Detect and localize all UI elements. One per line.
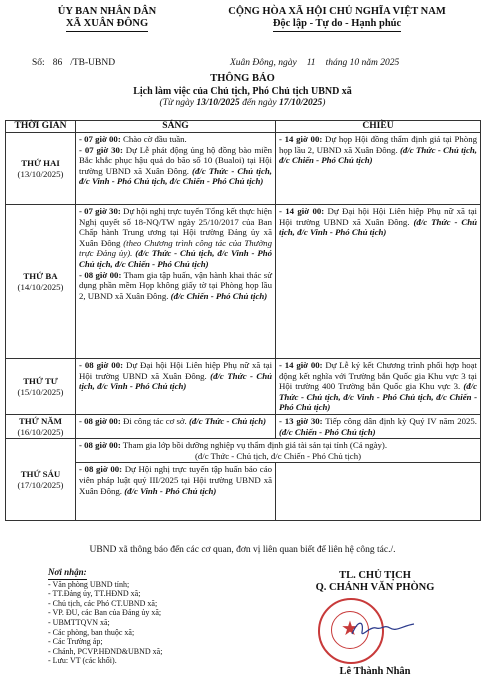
schedule-entry	[79, 206, 272, 270]
entry-text: Tham gia lớp bồi dưỡng nghiệp vụ thẩm định giá tài sản tại tỉnh (Cả ngày).	[120, 440, 388, 451]
notice-title: THÔNG BÁO	[210, 73, 275, 84]
signer-name: Lê Thành Nhân	[339, 666, 411, 677]
notice-date-range: (Từ ngày 13/10/2025 đến ngày 17/10/2025)	[159, 98, 326, 108]
day-date: (17/10/2025)	[17, 479, 64, 490]
entry-text: Dự Lễ phát động ủng hộ đồng bào miền Bắc khắc phục hậu quả do bão số 10 (Bualoi) tại Hội trường UBND xã Xuân Đông.	[79, 144, 272, 176]
entry-text: Dự Lễ ký kết Chương trình phối hợp hoạt động kết nghĩa với Trường bắn Quốc gia Khu vực 3 tại Hội trường 400 Trường bắn Quốc gia Khu vực 3.	[279, 360, 477, 392]
schedule-entry	[79, 134, 272, 145]
entry-time: - 08 giờ 00:	[79, 440, 121, 451]
recipient-item: - Các Trường áp;	[48, 637, 103, 647]
schedule-entry	[79, 145, 272, 187]
agency-header	[22, 6, 192, 32]
entry-time: - 08 giờ 00:	[79, 416, 121, 426]
recipients-title: Nơi nhận:	[48, 568, 87, 580]
schedule-entry	[279, 134, 477, 166]
schedule-header-row	[6, 121, 481, 133]
schedule-row	[6, 463, 481, 521]
entry-time: - 07 giờ 30:	[79, 206, 121, 216]
afternoon-cell	[276, 205, 481, 359]
morning-cell	[76, 415, 276, 439]
day-cell	[6, 415, 76, 439]
morning-cell	[76, 463, 276, 521]
schedule-entry	[279, 206, 477, 238]
entry-participants: (đ/c Thức - Chủ tịch, đ/c Vinh - Phó Chủ tịch, đ/c Chiến - Phó Chủ tịch)	[79, 165, 272, 187]
day-cell	[6, 133, 76, 205]
entry-participants: (đ/c Thức - Chủ tịch, đ/c Vinh - Phó Chủ tịch)	[279, 216, 477, 238]
entry-text: Dự họp Hội đồng thẩm định giá tại Phòng họp lầu 2, UBND xã Xuân Đông.	[279, 134, 478, 155]
entry-participants: (đ/c Thức - Chủ tịch)	[186, 416, 267, 426]
recipient-item: - Văn phòng UBND tỉnh;	[48, 579, 130, 589]
day-name: THỨ HAI	[21, 157, 60, 168]
recipient-item: - Chánh, PCVP.HĐND&UBND xã;	[48, 646, 163, 656]
entry-participants: (đ/c Vinh - Phó Chủ tịch)	[122, 485, 217, 496]
afternoon-cell	[276, 359, 481, 415]
day-name: THỨ TƯ	[23, 375, 58, 386]
entry-text: Dự Hội nghị trực tuyến tập huấn báo cáo viên pháp luật quý III/2025 tại Hội trường UBND xã Xuân Đông.	[79, 464, 273, 496]
day-cell	[6, 205, 76, 359]
entry-text: Dự Đại hội Hội Liên hiệp Phụ nữ xã tại Hội trường UBND xã Xuân Đông.	[79, 360, 273, 381]
schedule-entry	[79, 440, 477, 451]
schedule-entry	[279, 416, 477, 437]
schedule-entry	[79, 464, 272, 496]
entry-time: - 07 giờ 00:	[79, 134, 121, 144]
entry-time: - 14 giờ 00:	[279, 360, 323, 370]
schedule-row	[6, 415, 481, 439]
agency-line-1: ỦY BAN NHÂN DÂN	[57, 6, 157, 17]
recipient-item: - Các phòng, ban thuộc xã;	[48, 627, 135, 637]
afternoon-cell	[276, 463, 481, 521]
entry-time: - 08 giờ 00:	[79, 269, 122, 280]
col-header-afternoon: CHIỀU	[276, 121, 481, 133]
document-date: Xuân Đông, ngày 11 tháng 10 năm 2025	[230, 58, 400, 68]
full-day-cell	[76, 439, 481, 463]
nation-line-1: CỘNG HÒA XÃ HỘI CHỦ NGHĨA VIỆT NAM	[228, 6, 446, 17]
schedule-entry	[79, 270, 272, 302]
schedule-entry	[79, 416, 272, 427]
schedule-table	[5, 120, 481, 521]
schedule-entry	[279, 360, 477, 413]
entry-text: Dự Đại hội Hội Liên hiệp Phụ nữ xã tại Hội trường UBND xã Xuân Đông.	[279, 206, 477, 227]
schedule-row	[6, 359, 481, 415]
schedule-row	[6, 205, 481, 359]
handwritten-signature-icon	[348, 616, 418, 640]
entry-participants: (đ/c Thức - Chủ tịch, đ/c Vinh - Phó Chủ tịch, đ/c Chiến - Phó Chủ tịch)	[79, 248, 273, 269]
signature-line-1: TL. CHỦ TỊCH	[339, 570, 411, 581]
entry-text: Dự hội nghị trực tuyến Tổng kết thực hiện Nghị quyết số 18-NQ/TW ngày 25/10/2017 của Ban Chấp hành Trung ương tại Hội trường Đảng ủy xã Xuân Đông	[79, 206, 273, 248]
recipient-item: - UBMTTQVN xã;	[48, 617, 110, 627]
recipient-item: - Lưu: VT (các khối).	[48, 656, 117, 666]
schedule-row	[6, 439, 481, 463]
entry-time: - 08 giờ 00:	[79, 464, 123, 475]
entry-participants: (đ/c Thức - Chủ tịch, đ/c Vinh - Phó Chủ tịch)	[79, 370, 272, 392]
day-name: THỨ SÁU	[20, 469, 61, 480]
entry-text: Tham gia tập huấn, vận hành khai thác sử dụng phần mềm Họp không giấy tờ tại Phòng họp lầu 2, UBND xã Xuân Đông.	[79, 269, 272, 301]
col-header-time: THỜI GIAN	[6, 121, 76, 133]
morning-cell	[76, 205, 276, 359]
entry-participants: (đ/c Chiến - Phó Chủ tịch)	[279, 426, 376, 437]
col-header-morning: SÁNG	[76, 121, 276, 133]
closing-statement: UBND xã thông báo đến các cơ quan, đơn vị liên quan biết để liên hệ công tác./.	[89, 545, 396, 555]
entry-text: Tiếp công dân định kỳ Quý IV năm 2025.	[322, 416, 477, 426]
official-seal-icon: ★	[318, 598, 384, 664]
day-date: (16/10/2025)	[17, 426, 64, 437]
recipient-item: - TT.Đảng ủy, TT.HĐND xã;	[48, 589, 141, 599]
day-cell	[6, 439, 76, 521]
morning-cell	[76, 133, 276, 205]
day-date: (13/10/2025)	[17, 168, 64, 179]
entry-time: - 08 giờ 00:	[79, 360, 124, 370]
entry-time: - 07 giờ 30:	[79, 144, 123, 155]
entry-text: Chào cờ đầu tuần.	[120, 134, 187, 144]
day-date: (14/10/2025)	[17, 281, 64, 292]
afternoon-cell	[276, 133, 481, 205]
signature-block	[280, 570, 470, 594]
document-number: Số: 86 /TB-UBND	[32, 58, 116, 68]
entry-participants: (đ/c Chiến - Phó Chủ tịch)	[168, 290, 268, 301]
entry-time: - 14 giờ 00:	[279, 206, 325, 216]
day-cell	[6, 359, 76, 415]
day-name: THỨ NĂM	[19, 416, 62, 426]
nation-line-2: Độc lập - Tự do - Hạnh phúc	[273, 18, 401, 32]
recipient-item: - VP. ĐU, các Ban của Đảng ủy xã;	[48, 608, 162, 618]
day-date: (15/10/2025)	[17, 386, 64, 397]
schedule-row	[6, 133, 481, 205]
recipients-block	[48, 568, 238, 666]
day-name: THỨ BA	[23, 270, 58, 281]
agency-line-2: XÃ XUÂN ĐÔNG	[66, 18, 148, 32]
notice-subtitle: Lịch làm việc của Chủ tịch, Phó Chủ tịch UBND xã	[133, 86, 352, 97]
entry-time: - 14 giờ 00:	[279, 134, 323, 144]
recipient-item: - Chủ tịch, các Phó CT.UBND xã;	[48, 598, 158, 608]
entry-participants: (đ/c Thức - Chủ tịch, đ/c Chiến - Phó Chủ tịch)	[279, 144, 477, 166]
signature-line-2: Q. CHÁNH VĂN PHÒNG	[315, 582, 435, 593]
entry-participants: (đ/c Thức - Chủ tịch, đ/c Chiến - Phó Chủ tịch)	[194, 450, 362, 461]
schedule-entry	[79, 360, 272, 392]
national-header	[196, 6, 478, 32]
afternoon-cell	[276, 415, 481, 439]
entry-time: - 13 giờ 30:	[279, 416, 323, 426]
morning-cell	[76, 359, 276, 415]
recipients-list	[48, 580, 238, 666]
entry-note: (theo Chương trình công tác của Thường trực Đảng ủy).	[79, 237, 272, 259]
entry-participants: (đ/c Thức - Chủ tịch, đ/c Vinh - Phó Chủ tịch, đ/c Chiến - Phó Chủ tịch)	[279, 381, 477, 413]
entry-text: Đi công tác cơ sở.	[120, 416, 187, 426]
